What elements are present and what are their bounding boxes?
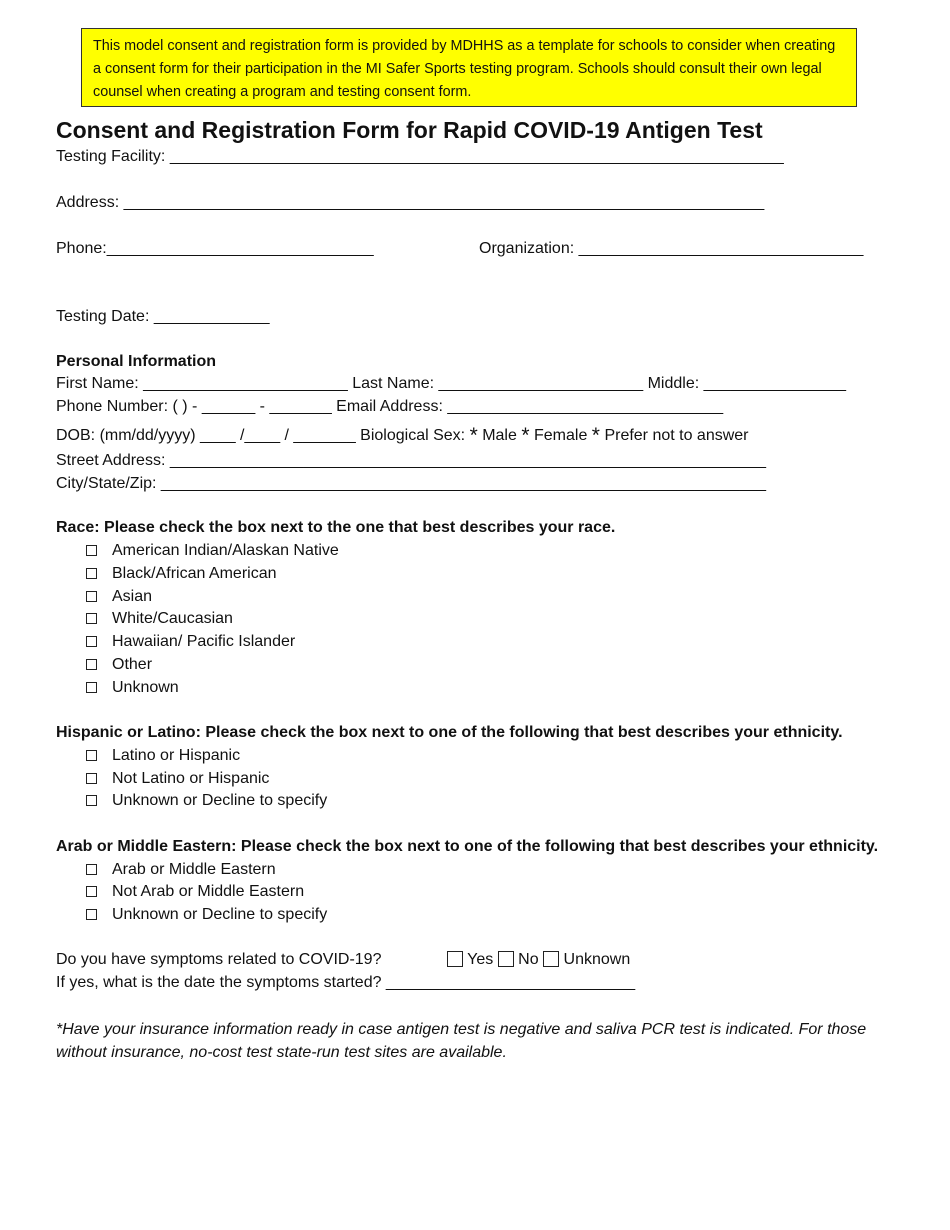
form-title: Consent and Registration Form for Rapid COVID-19 Antigen Test	[56, 117, 763, 143]
symptom-start-date-field[interactable]: If yes, what is the date the symptoms started? ____________________________	[56, 974, 636, 991]
race-option-label: Black/African American	[112, 565, 277, 582]
symptoms-unknown-checkbox[interactable]	[543, 951, 559, 967]
hispanic-option-label: Unknown or Decline to specify	[112, 792, 328, 809]
arab-option-label: Arab or Middle Eastern	[112, 861, 276, 878]
hispanic-checkbox[interactable]	[86, 795, 97, 806]
symptoms-yes-checkbox[interactable]	[447, 951, 463, 967]
race-checkbox[interactable]	[86, 568, 97, 579]
race-checkbox[interactable]	[86, 659, 97, 670]
template-notice-box	[81, 28, 857, 107]
race-option-label: Unknown	[112, 679, 179, 696]
race-checkbox[interactable]	[86, 682, 97, 693]
hispanic-checkbox[interactable]	[86, 773, 97, 784]
address-field[interactable]: Address: ________________________________________________________________________	[56, 194, 765, 211]
male-option-label: Male	[482, 427, 517, 444]
organization-field[interactable]: Organization: ________________________________	[479, 240, 864, 257]
testing-facility-field[interactable]: Testing Facility: _____________________________________________________________________	[56, 148, 784, 165]
symptoms-unknown-label: Unknown	[563, 951, 631, 968]
name-fields[interactable]: First Name: _______________________ Last Name: _______________________ Middle: ________________	[56, 375, 846, 392]
symptoms-no-label: No	[518, 951, 539, 968]
female-option-label: Female	[533, 427, 588, 444]
symptoms-no-checkbox[interactable]	[498, 951, 514, 967]
arab-checkbox[interactable]	[86, 864, 97, 875]
hispanic-checkbox[interactable]	[86, 750, 97, 761]
race-heading: Race: Please check the box next to the one that best describes your race.	[56, 519, 616, 536]
male-option-marker[interactable]: *	[469, 424, 478, 447]
race-option-label: American Indian/Alaskan Native	[112, 542, 339, 559]
arab-checkbox[interactable]	[86, 886, 97, 897]
dob-sex-row	[56, 426, 749, 446]
symptoms-answer-group	[447, 950, 630, 970]
hispanic-option-label: Not Latino or Hispanic	[112, 770, 270, 787]
race-checkbox[interactable]	[86, 591, 97, 602]
street-address-field[interactable]: Street Address: ___________________________________________________________________	[56, 452, 767, 469]
race-checkbox[interactable]	[86, 613, 97, 624]
race-option-label: Other	[112, 656, 153, 673]
race-option-label: Asian	[112, 588, 153, 605]
dob-field[interactable]: DOB: (mm/dd/yyyy) ____ /____ / _______ Biological Sex:	[56, 427, 466, 444]
insurance-footnote: *Have your insurance information ready in case antigen test is negative and saliva PCR test is indicated. For those without insurance, no-cost test state-run test sites are available.	[56, 1021, 867, 1061]
personal-info-heading: Personal Information	[56, 353, 217, 370]
hispanic-heading: Hispanic or Latino: Please check the box next to one of the following that best describes your ethnicity.	[56, 724, 843, 741]
arab-option-label: Unknown or Decline to specify	[112, 906, 328, 923]
symptoms-yes-label: Yes	[467, 951, 494, 968]
city-state-zip-field[interactable]: City/State/Zip: ____________________________________________________________________	[56, 475, 767, 492]
template-notice-text: This model consent and registration form is provided by MDHHS as a template for schools to consider when creating a consent form for their participation in the MI Safer Sports testing program. Schools should consult their own legal counsel when creating a program and testing consent form.	[93, 38, 836, 100]
arab-checkbox[interactable]	[86, 909, 97, 920]
prefer-not-option-label: Prefer not to answer	[604, 427, 749, 444]
arab-heading: Arab or Middle Eastern: Please check the box next to one of the following that best describes your ethnicity.	[56, 838, 879, 855]
race-option-label: White/Caucasian	[112, 610, 233, 627]
symptoms-question: Do you have symptoms related to COVID-19?	[56, 951, 382, 968]
testing-date-field[interactable]: Testing Date: _____________	[56, 308, 270, 325]
hispanic-option-label: Latino or Hispanic	[112, 747, 241, 764]
phone-email-fields[interactable]: Phone Number: ( ) - ______ - _______ Email Address: _______________________________	[56, 398, 724, 415]
race-checkbox[interactable]	[86, 545, 97, 556]
prefer-not-option-marker[interactable]: *	[591, 424, 600, 447]
female-option-marker[interactable]: *	[521, 424, 530, 447]
race-option-label: Hawaiian/ Pacific Islander	[112, 633, 296, 650]
race-checkbox[interactable]	[86, 636, 97, 647]
arab-option-label: Not Arab or Middle Eastern	[112, 883, 305, 900]
phone-field[interactable]: Phone:______________________________	[56, 240, 374, 257]
